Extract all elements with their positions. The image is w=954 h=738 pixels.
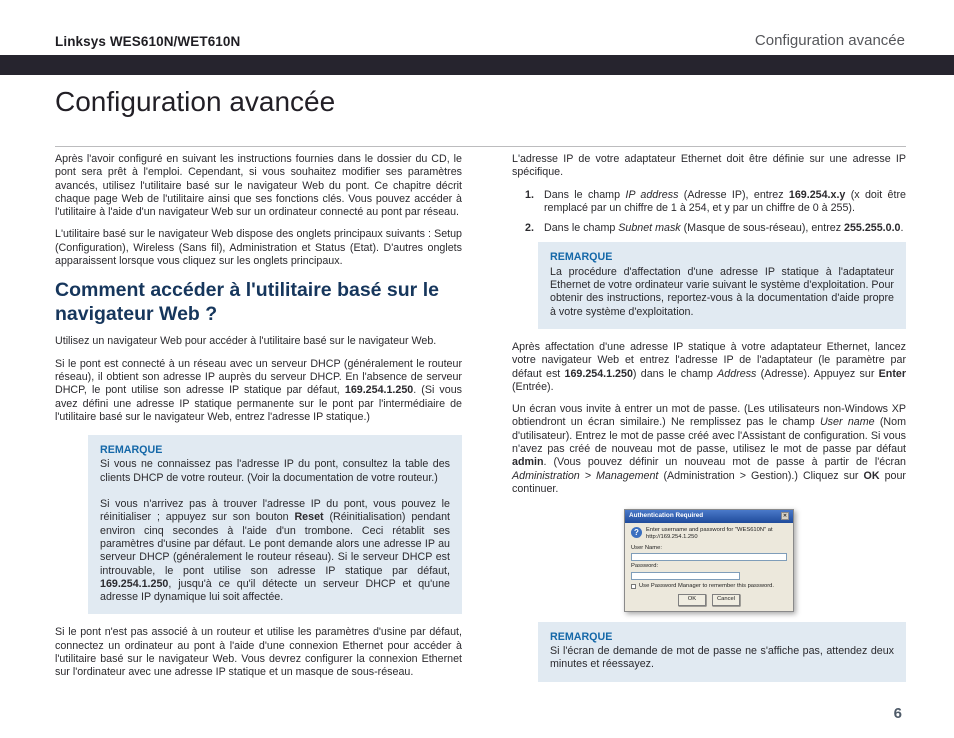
auth-dialog-screenshot (512, 509, 906, 612)
text-run: pour continuer. (512, 469, 906, 495)
text-run: . (Vous pouvez définir un nouveau mot de passe à partir de l'écran (543, 456, 906, 469)
text-run: ) dans le champ (632, 367, 718, 380)
text-run: Dans le champ (544, 188, 626, 201)
text-run: (Entrée). (512, 380, 554, 393)
default-ip-bold: 169.254.1.250 (100, 577, 169, 590)
mask-value-bold: 255.255.0.0 (844, 222, 901, 235)
title-divider (55, 146, 906, 147)
paragraph-dhcp (55, 358, 462, 424)
right-column (512, 153, 906, 694)
note-paragraph: Si vous ne connaissez pas l'adresse IP du pont, consultez la table des clients DHCP de votre routeur. (Voir la documentation de votre routeur.) (100, 458, 450, 484)
checkbox-label: Use Password Manager to remember this password. (639, 582, 774, 589)
note-paragraph: La procédure d'affectation d'une adresse IP statique à l'adaptateur Ethernet de votre ordinateur varie suivant le système d'exploitation. Pour obtenir des instructions, reportez-vous à la documentation d'aide propre à votre système d'exploitation. (550, 265, 894, 318)
text-run: Si vous n'arrivez pas à trouver l'adresse IP du pont, vous pouvez le réinitialiser ; appuyez sur son bouton (100, 498, 450, 524)
header-bar (0, 55, 954, 75)
step-number: 2. (525, 222, 534, 235)
remember-password-checkbox (631, 583, 787, 591)
text-run: (Adresse). Appuyez sur (756, 367, 879, 380)
dialog-titlebar (625, 510, 793, 522)
checkbox-icon (631, 584, 636, 589)
note-paragraph: Si l'écran de demande de mot de passe ne s'affiche pas, attendez deux minutes et réessayez. (550, 645, 894, 671)
password-field (631, 572, 740, 580)
enter-key-bold: Enter (878, 367, 906, 380)
paragraph-tabs: L'utilitaire basé sur le navigateur Web dispose des onglets principaux suivants : Setup (Configuration), Wireless (Sans fil), Administration et Status (Etat). D'autres onglets apparaissent lorsque vous cliquez sur les onglets principaux. (55, 228, 462, 268)
question-icon: ? (631, 527, 642, 538)
note-box-dhcp (88, 435, 462, 614)
step-number: 1. (525, 188, 534, 201)
auth-dialog (624, 509, 794, 612)
reset-button-bold: Reset (294, 511, 324, 524)
username-field (631, 553, 787, 561)
text-run: Si le pont est connecté à un réseau avec un serveur DHCP (généralement le routeur réseau), il obtient son adresse IP auprès du serveur DHCP. En l'absence de serveur DHCP, le pont utilise son adresse IP statique par défaut, (55, 357, 462, 397)
ip-value-bold: 169.254.x.y (788, 188, 846, 201)
text-run: . (900, 222, 904, 235)
menu-path-italic: Administration > Management (512, 469, 659, 482)
default-ip-bold: 169.254.1.250 (344, 384, 414, 397)
ok-button: OK (678, 594, 706, 606)
text-run: (Masque de sous-réseau), entrez (680, 222, 845, 235)
dialog-close-icon: ✕ (782, 513, 788, 520)
text-run: , jusqu'à ce qu'il détecte un serveur DHCP et qu'une adresse IP dynamique lui soit affectée. (100, 577, 450, 604)
field-name-italic: User name (819, 416, 875, 429)
note-label: REMARQUE (550, 630, 613, 643)
dialog-title: Authentication Required (629, 512, 704, 520)
paragraph-launch-browser (512, 341, 906, 394)
cancel-button: Cancel (712, 594, 740, 606)
step-text (544, 222, 906, 235)
note-label: REMARQUE (550, 251, 613, 264)
paragraph-ip-specific: L'adresse IP de votre adaptateur Ethernet doit être définie sur une adresse IP spécifique. (512, 153, 906, 179)
text-run: (Nom d'utilisateur). Entrez le mot de passe créé avec l'Assistant de configuration. Si vous n'avez pas créé de nouveau mot de passe, utilisez le mot de passe par défaut (512, 416, 906, 456)
password-label: Password: (631, 563, 659, 570)
field-name-italic: Subnet mask (618, 222, 681, 235)
field-name-italic: IP address (625, 188, 679, 201)
paragraph-ethernet: Si le pont n'est pas associé à un routeur et utilise les paramètres d'usine par défaut, connectez un ordinateur au pont à l'aide d'une connexion Ethernet pour accéder à l'utilitaire basé sur le navigateur Web. Vous devrez configurer la connexion Ethernet sur l'ordinateur avec une adresse IP statique et un masque de sous-réseau. (55, 626, 462, 679)
page-header (55, 32, 905, 49)
field-name-italic: Address (717, 367, 757, 380)
default-ip-bold: 169.254.1.250 (564, 367, 633, 380)
page-number: 6 (893, 705, 902, 722)
page-title: Configuration avancée (55, 86, 336, 117)
section-heading: Comment accéder à l'utilitaire basé sur le navigateur Web ? (55, 279, 439, 325)
step-text (544, 189, 906, 216)
dialog-body (625, 523, 793, 611)
note-label: REMARQUE (100, 444, 163, 457)
text-run: (Réinitialisation) pendant environ cinq secondes à l'aide d'un trombone. Ceci rétablit ses paramètres d'usine par défaut. Le pont demande alors une adresse IP au serveur DHCP (généralement le routeur réseau). Si le serveur DHCP est introuvable, le pont utilise son adresse IP statique par défaut, (100, 511, 450, 577)
text-run: Un écran vous invite à entrer un mot de passe. (Les utilisateurs non-Windows XP obtiendront un écran similaire.) Ne remplissez pas le champ (512, 403, 906, 429)
note-paragraph (100, 498, 450, 604)
note-box-password-screen (538, 622, 906, 682)
text-run: (Adresse IP), entrez (678, 188, 789, 201)
step-item-1 (525, 189, 906, 216)
paragraph-password (512, 403, 906, 496)
product-name: Linksys WES610N/WET610N (55, 34, 241, 49)
step-item-2 (525, 222, 906, 235)
paragraph-browser: Utilisez un navigateur Web pour accéder à l'utilitaire basé sur le navigateur Web. (55, 335, 437, 348)
text-run: (x doit être remplacé par un chiffre de 1 à 254, et y par un chiffre de 0 à 255). (544, 188, 906, 214)
text-run: (Administration > Gestion).) Cliquez sur (658, 469, 864, 482)
text-run: Après affectation d'une adresse IP statique à votre adaptateur Ethernet, lancez votre navigateur Web et entrez l'adresse IP de l'adaptateur (le paramètre par défaut est (512, 340, 906, 380)
paragraph-intro: Après l'avoir configuré en suivant les instructions fournies dans le dossier du CD, le pont sera prêt à l'emploi. Cependant, si vous souhaitez modifier ses paramètres avancés, utilisez l'utilitaire basé sur le navigateur Web du pont. Ce chapitre décrit chaque page Web de l'utilitaire ainsi que ses fonctions clés. Vous pouvez accéder à l'utilitaire à l'aide d'un navigateur Web sur un ordinateur connecté au pont par réseau. (55, 153, 462, 219)
dialog-prompt-text: Enter username and password for "WES610N" at http://169.254.1.250 (646, 526, 773, 541)
dialog-buttons (631, 594, 787, 606)
admin-bold: admin (512, 456, 544, 469)
text-run: . (Si vous avez défini une adresse IP statique permanente sur le pont par l'intermédiaire de l'utilitaire basé sur le navigateur Web, entrez l'adresse IP statique.) (55, 384, 463, 423)
note-box-static-ip (538, 242, 906, 328)
chapter-name: Configuration avancée (754, 32, 905, 49)
text-run: Dans le champ (544, 222, 619, 235)
ok-bold: OK (863, 469, 880, 482)
left-column (55, 153, 462, 689)
username-label: User Name: (631, 544, 662, 551)
dialog-prompt-row (631, 527, 787, 542)
